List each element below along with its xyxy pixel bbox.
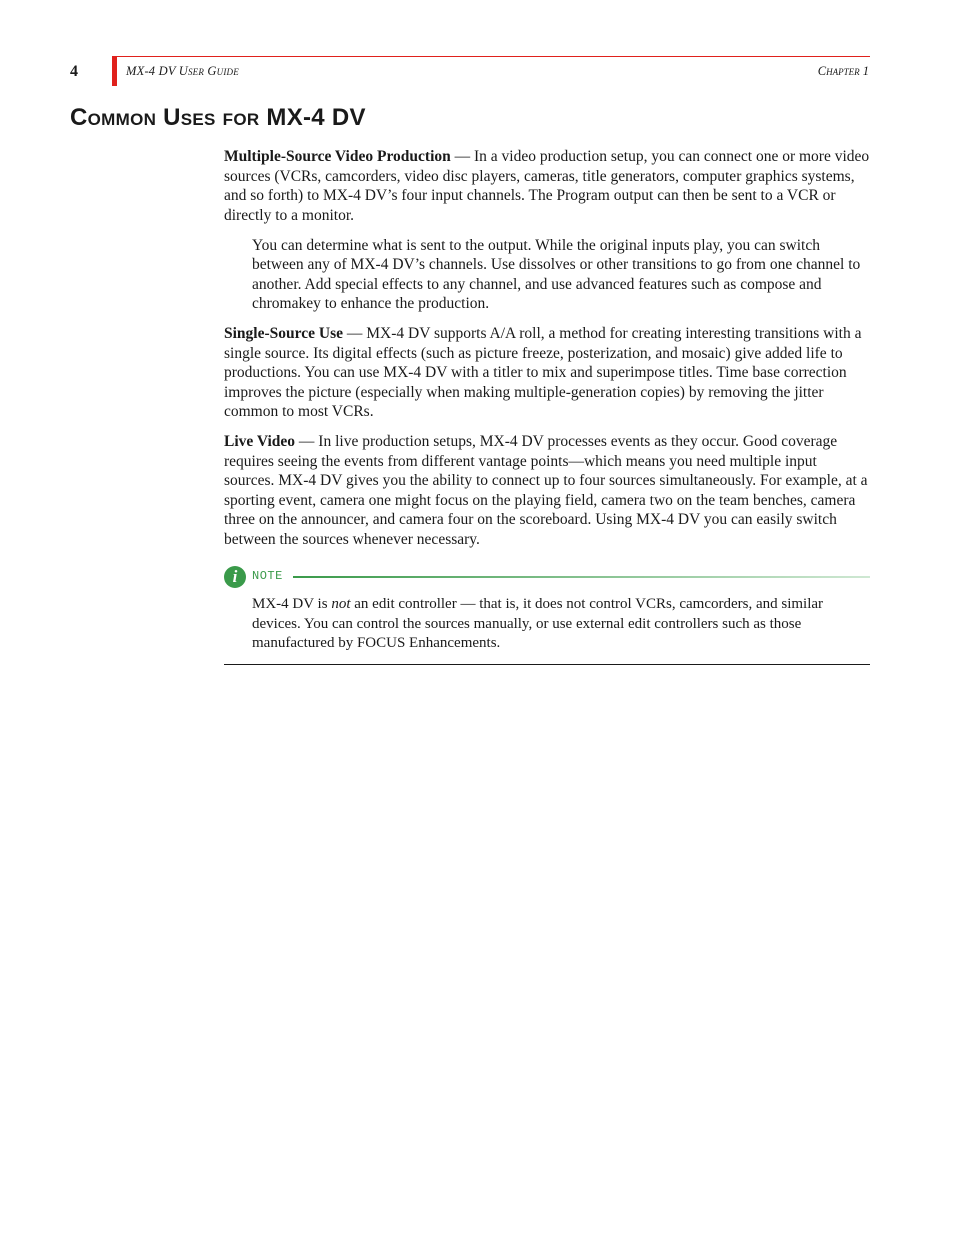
paragraph-text: You can determine what is sent to the output. While the original inputs play, you can switch between any of MX-4 DV’s channels. Use dissolves or other transitions to go from one channel to another. Add special effects to any channel, and use advanced features such as compose and chromakey to enhance the production. <box>252 236 861 312</box>
paragraph-heading: Multiple-Source Video Production <box>224 148 451 165</box>
paragraph-multiple-source <box>224 147 870 225</box>
note-divider <box>293 576 870 578</box>
paragraph-live-video <box>224 432 870 549</box>
header-rule <box>116 56 870 57</box>
guide-title: MX-4 DV User Guide <box>126 64 239 78</box>
note-header <box>224 565 870 589</box>
note-text-before: MX-4 DV is <box>252 596 332 612</box>
note-label: NOTE <box>252 569 283 584</box>
paragraph-single-source <box>224 324 870 422</box>
paragraph-text: — MX-4 DV supports A/A roll, a method for creating interesting transitions with a single source. Its digital effects (such as picture freeze, posterization, and mosaic) give added life to productions. You can use MX-4 DV with a titler to mix and superimpose titles. Time base correction improves the picture (especially when making multiple-generation copies) by removing the jitter common to most VCRs. <box>224 325 862 420</box>
body-content <box>224 147 870 665</box>
paragraph-heading: Live Video <box>224 433 296 450</box>
chapter-label: Chapter 1 <box>817 64 869 78</box>
note-bottom-rule <box>224 664 870 665</box>
note-text-after: an edit controller — that is, it does not control VCRs, camcorders, and similar devices. You can control the sources manually, or use external edit controllers such as those manufactured by FOCUS Enhancements. <box>252 596 824 651</box>
section-title: Common Uses for MX-4 DV <box>70 104 366 131</box>
note-body <box>252 595 870 654</box>
info-icon: i <box>224 566 246 588</box>
header-accent-bar <box>112 56 117 86</box>
paragraph-output-control <box>252 236 870 314</box>
paragraph-text: — In a video production setup, you can connect one or more video sources (VCRs, camcorders, video disc players, cameras, title generators, computer graphics systems, and so forth) to MX-4 DV’s four input channels. The Program output can then be sent to a VCR or directly to a monitor. <box>224 148 870 224</box>
paragraph-heading: Single-Source Use <box>224 325 343 342</box>
note-box <box>224 565 870 665</box>
paragraph-text: — In live production setups, MX-4 DV processes events as they occur. Good coverage requires seeing the events from different vantage points—which means you need multiple input sources. MX-4 DV gives you the ability to connect up to four sources simultaneously. For example, at a sporting event, camera one might focus on the playing field, camera two on the team benches, camera three on the announcer, and camera four on the scoreboard. Using MX-4 DV you can easily switch between the sources whenever necessary. <box>224 433 868 548</box>
note-emphasis: not <box>331 596 351 612</box>
page-number: 4 <box>70 63 78 80</box>
